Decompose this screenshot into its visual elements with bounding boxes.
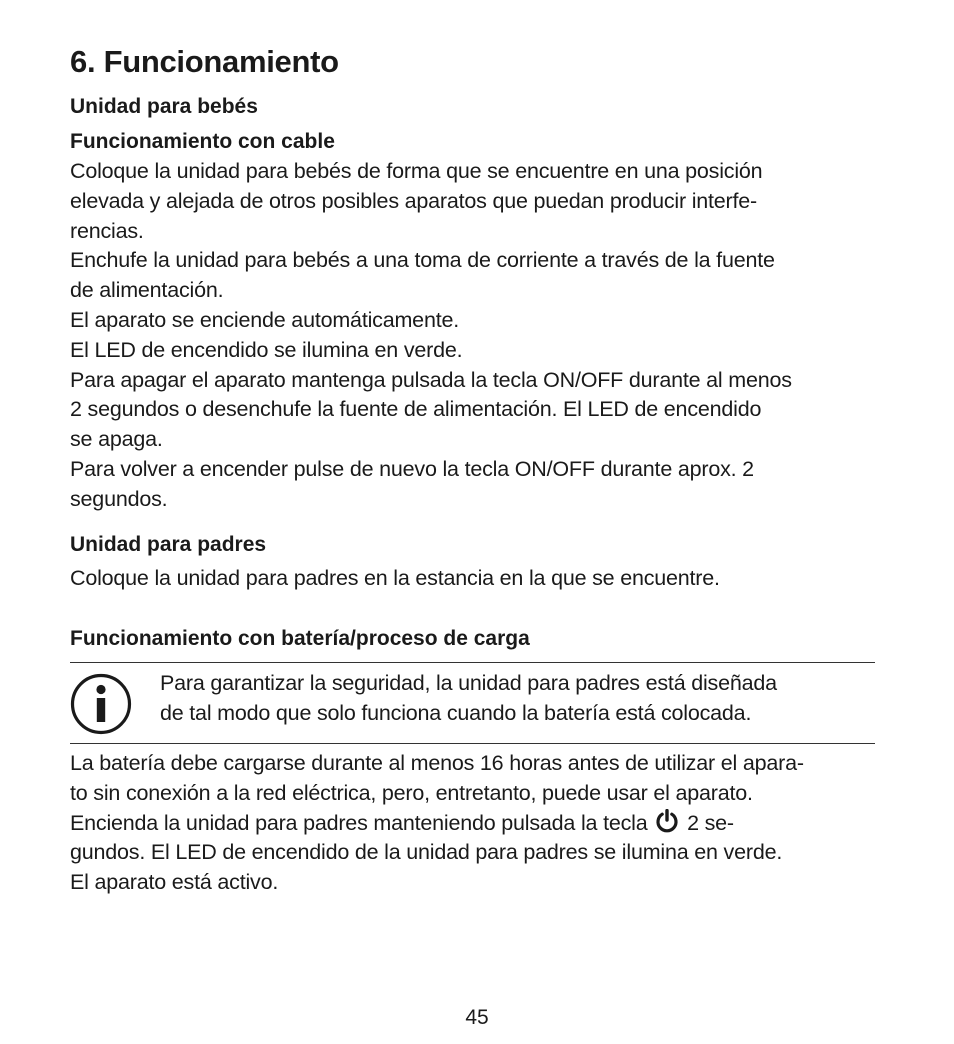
text-line: Para garantizar la seguridad, la unidad para padres está diseñada [160,671,777,695]
text-line: El aparato se enciende automáticamente. [70,307,460,332]
text-line: Coloque la unidad para bebés de forma que se encuentre en una posición [70,159,763,183]
battery-paragraph [70,749,875,898]
text-line: se apaga. [70,427,163,452]
text-line: Coloque la unidad para padres en la estancia en la que se encuentre. [70,566,720,590]
text-line: elevada y alejada de otros posibles aparatos que puedan producir interfe- [70,188,758,213]
text-line: to sin conexión a la red eléctrica, pero, entretanto, puede usar el aparato. [70,780,753,805]
heading-battery-operation: Funcionamiento con batería/proceso de carga [70,627,530,650]
baby-unit-paragraph [70,157,875,515]
info-note [160,669,777,729]
heading-baby-unit: Unidad para bebés [70,95,258,118]
power-icon [655,809,679,833]
divider-top [70,662,875,663]
text-fragment: Encienda la unidad para padres manteniendo pulsada la tecla [70,810,648,835]
text-line: La batería debe cargarse durante al menos 16 horas antes de utilizar el apara- [70,751,804,775]
text-line: de tal modo que solo funciona cuando la batería está colocada. [160,700,752,725]
divider-bottom [70,743,875,744]
text-line: El aparato está activo. [70,870,279,895]
text-line: segundos. [70,486,168,511]
text-line: gundos. El LED de encendido de la unidad para padres se ilumina en verde. [70,840,783,865]
text-fragment: 2 se- [687,810,734,835]
text-line: 2 segundos o desenchufe la fuente de alimentación. El LED de encendido [70,397,762,422]
text-line: rencias. [70,218,144,243]
heading-cable-operation: Funcionamiento con cable [70,130,335,153]
text-line: Enchufe la unidad para bebés a una toma de corriente a través de la fuente [70,248,775,273]
page-title: 6. Funcionamiento [70,44,339,79]
heading-parent-unit: Unidad para padres [70,533,267,556]
parent-unit-paragraph [70,564,875,594]
text-line: Para volver a encender pulse de nuevo la tecla ON/OFF durante aprox. 2 [70,456,754,481]
info-icon [70,673,132,735]
text-line-with-icon [70,809,875,839]
text-line: Para apagar el aparato mantenga pulsada la tecla ON/OFF durante al menos [70,367,792,392]
text-line: de alimentación. [70,278,224,303]
page-number: 45 [465,1006,489,1029]
text-line: El LED de encendido se ilumina en verde. [70,337,463,362]
